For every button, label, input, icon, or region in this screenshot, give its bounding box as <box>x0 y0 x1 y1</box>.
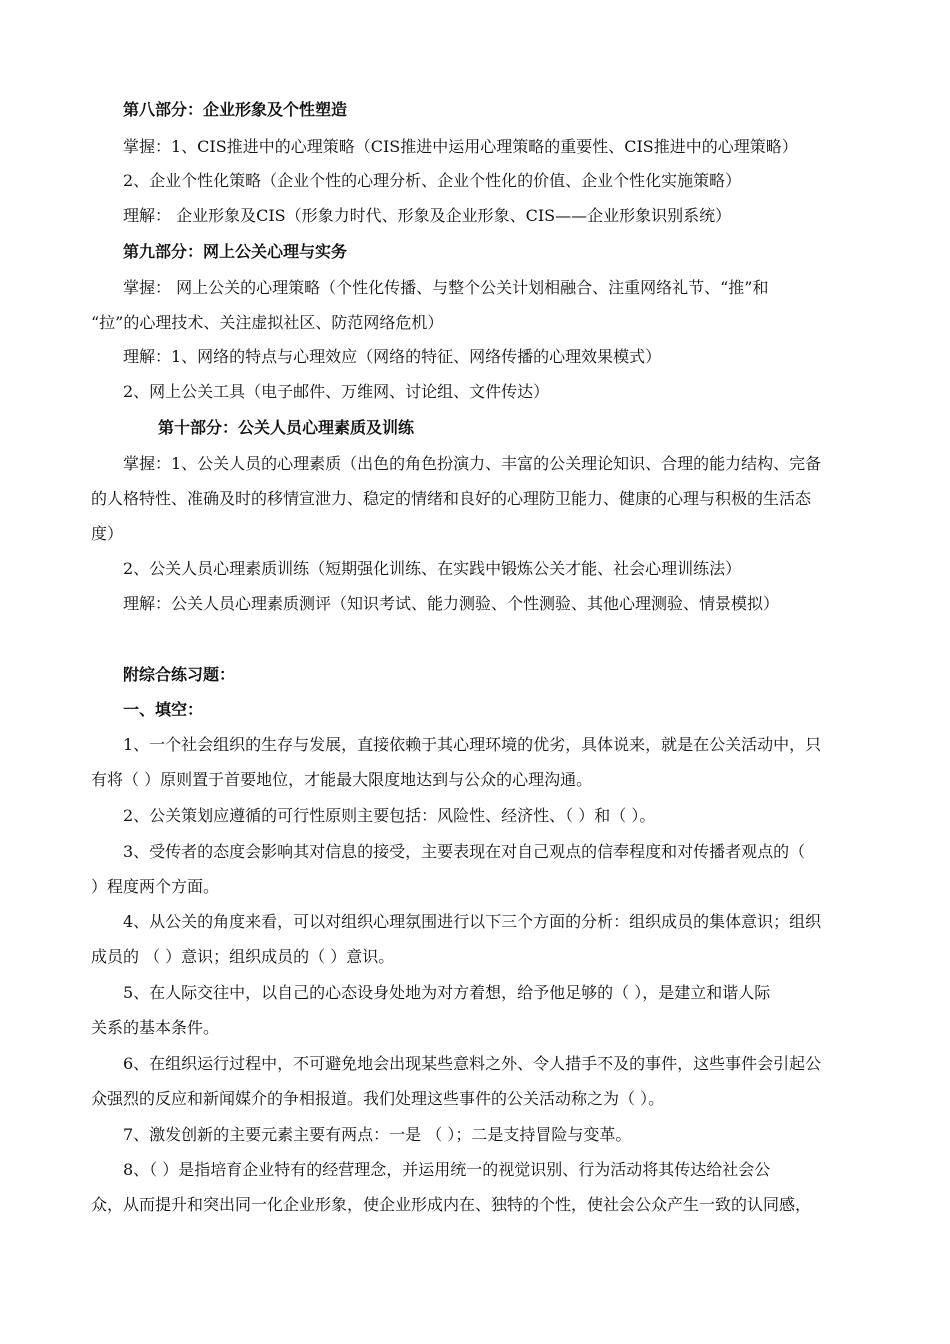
question-line: 有将（ ）原则置于首要地位，才能最大限度地达到与公众的心理沟通。 <box>91 770 593 789</box>
paragraph-line: 2、企业个性化策略（企业个性的心理分析、企业个性化的价值、企业个性化实施策略） <box>123 171 742 190</box>
paragraph-line: 理解：公关人员心理素质测评（知识考试、能力测验、个性测验、其他心理测验、情景模拟） <box>123 594 780 613</box>
question-line: 5、在人际交往中，以自己的心态设身处地为对方着想，给予他足够的（ ），是建立和谐人际 <box>123 983 771 1002</box>
question-line: 1、一个社会组织的生存与发展，直接依赖于其心理环境的优劣，具体说来，就是在公关活动中，只 <box>123 735 822 754</box>
question-line: 2、公关策划应遵循的可行性原则主要包括：风险性、经济性、（ ）和（ ）。 <box>123 806 656 825</box>
question-line: 成员的 （ ）意识；组织成员的（ ）意识。 <box>91 947 395 966</box>
exercises-heading: 附综合练习题： <box>123 665 236 684</box>
section-9-heading: 第九部分：网上公关心理与实务 <box>123 242 348 261</box>
question-line: 众强烈的反应和新闻媒介的争相报道。我们处理这些事件的公关活动称之为（ ）。 <box>91 1089 665 1108</box>
question-line: 众，从而提升和突出同一化企业形象，使企业形成内在、独特的个性，使社会公众产生一致的认同感， <box>91 1195 812 1214</box>
paragraph-line: 理解：1、网络的特点与心理效应（网络的特征、网络传播的心理效果模式） <box>123 347 662 366</box>
question-line: ）程度两个方面。 <box>91 877 220 896</box>
question-line: 7、激发创新的主要元素主要有两点：一是 （ ）；二是支持冒险与变革。 <box>123 1125 632 1144</box>
question-line: 4、从公关的角度来看，可以对组织心理氛围进行以下三个方面的分析：组织成员的集体意识；组织 <box>123 912 822 931</box>
paragraph-line: “拉”的心理技术、关注虚拟社区、防范网络危机） <box>91 313 444 332</box>
paragraph-line: 度） <box>91 524 124 543</box>
paragraph-line: 掌握：1、CIS推进中的心理策略（CIS推进中运用心理策略的重要性、CIS推进中的心理策略） <box>123 137 798 156</box>
fill-in-heading: 一、填空： <box>123 700 204 719</box>
section-10-heading: 第十部分：公关人员心理素质及训练 <box>158 418 415 437</box>
question-line: 3、受传者的态度会影响其对信息的接受，主要表现在对自己观点的信奉程度和对传播者观点的（ <box>123 842 806 861</box>
question-line: 6、在组织运行过程中，不可避免地会出现某些意料之外、令人措手不及的事件，这些事件会引起公 <box>123 1054 822 1073</box>
paragraph-line: 2、网上公关工具（电子邮件、万维网、讨论组、文件传达） <box>123 382 550 401</box>
paragraph-line: 掌握：1、公关人员的心理素质（出色的角色扮演力、丰富的公关理论知识、合理的能力结构、完备 <box>123 454 822 473</box>
question-line: 8、（ ）是指培育企业特有的经营理念，并运用统一的视觉识别、行为活动将其传达给社会公 <box>123 1160 771 1179</box>
paragraph-line: 掌握： 网上公关的心理策略（个性化传播、与整个公关计划相融合、注重网络礼节、“推”和 <box>123 278 769 297</box>
question-line: 关系的基本条件。 <box>91 1018 220 1037</box>
section-8-heading: 第八部分：企业形象及个性塑造 <box>123 100 348 119</box>
paragraph-line: 理解： 企业形象及CIS（形象力时代、形象及企业形象、CIS——企业形象识别系统） <box>123 206 732 225</box>
paragraph-line: 的人格特性、准确及时的移情宣泄力、稳定的情绪和良好的心理防卫能力、健康的心理与积极的生活态 <box>91 489 812 508</box>
paragraph-line: 2、公关人员心理素质训练（短期强化训练、在实践中锻炼公关才能、社会心理训练法） <box>123 559 742 578</box>
